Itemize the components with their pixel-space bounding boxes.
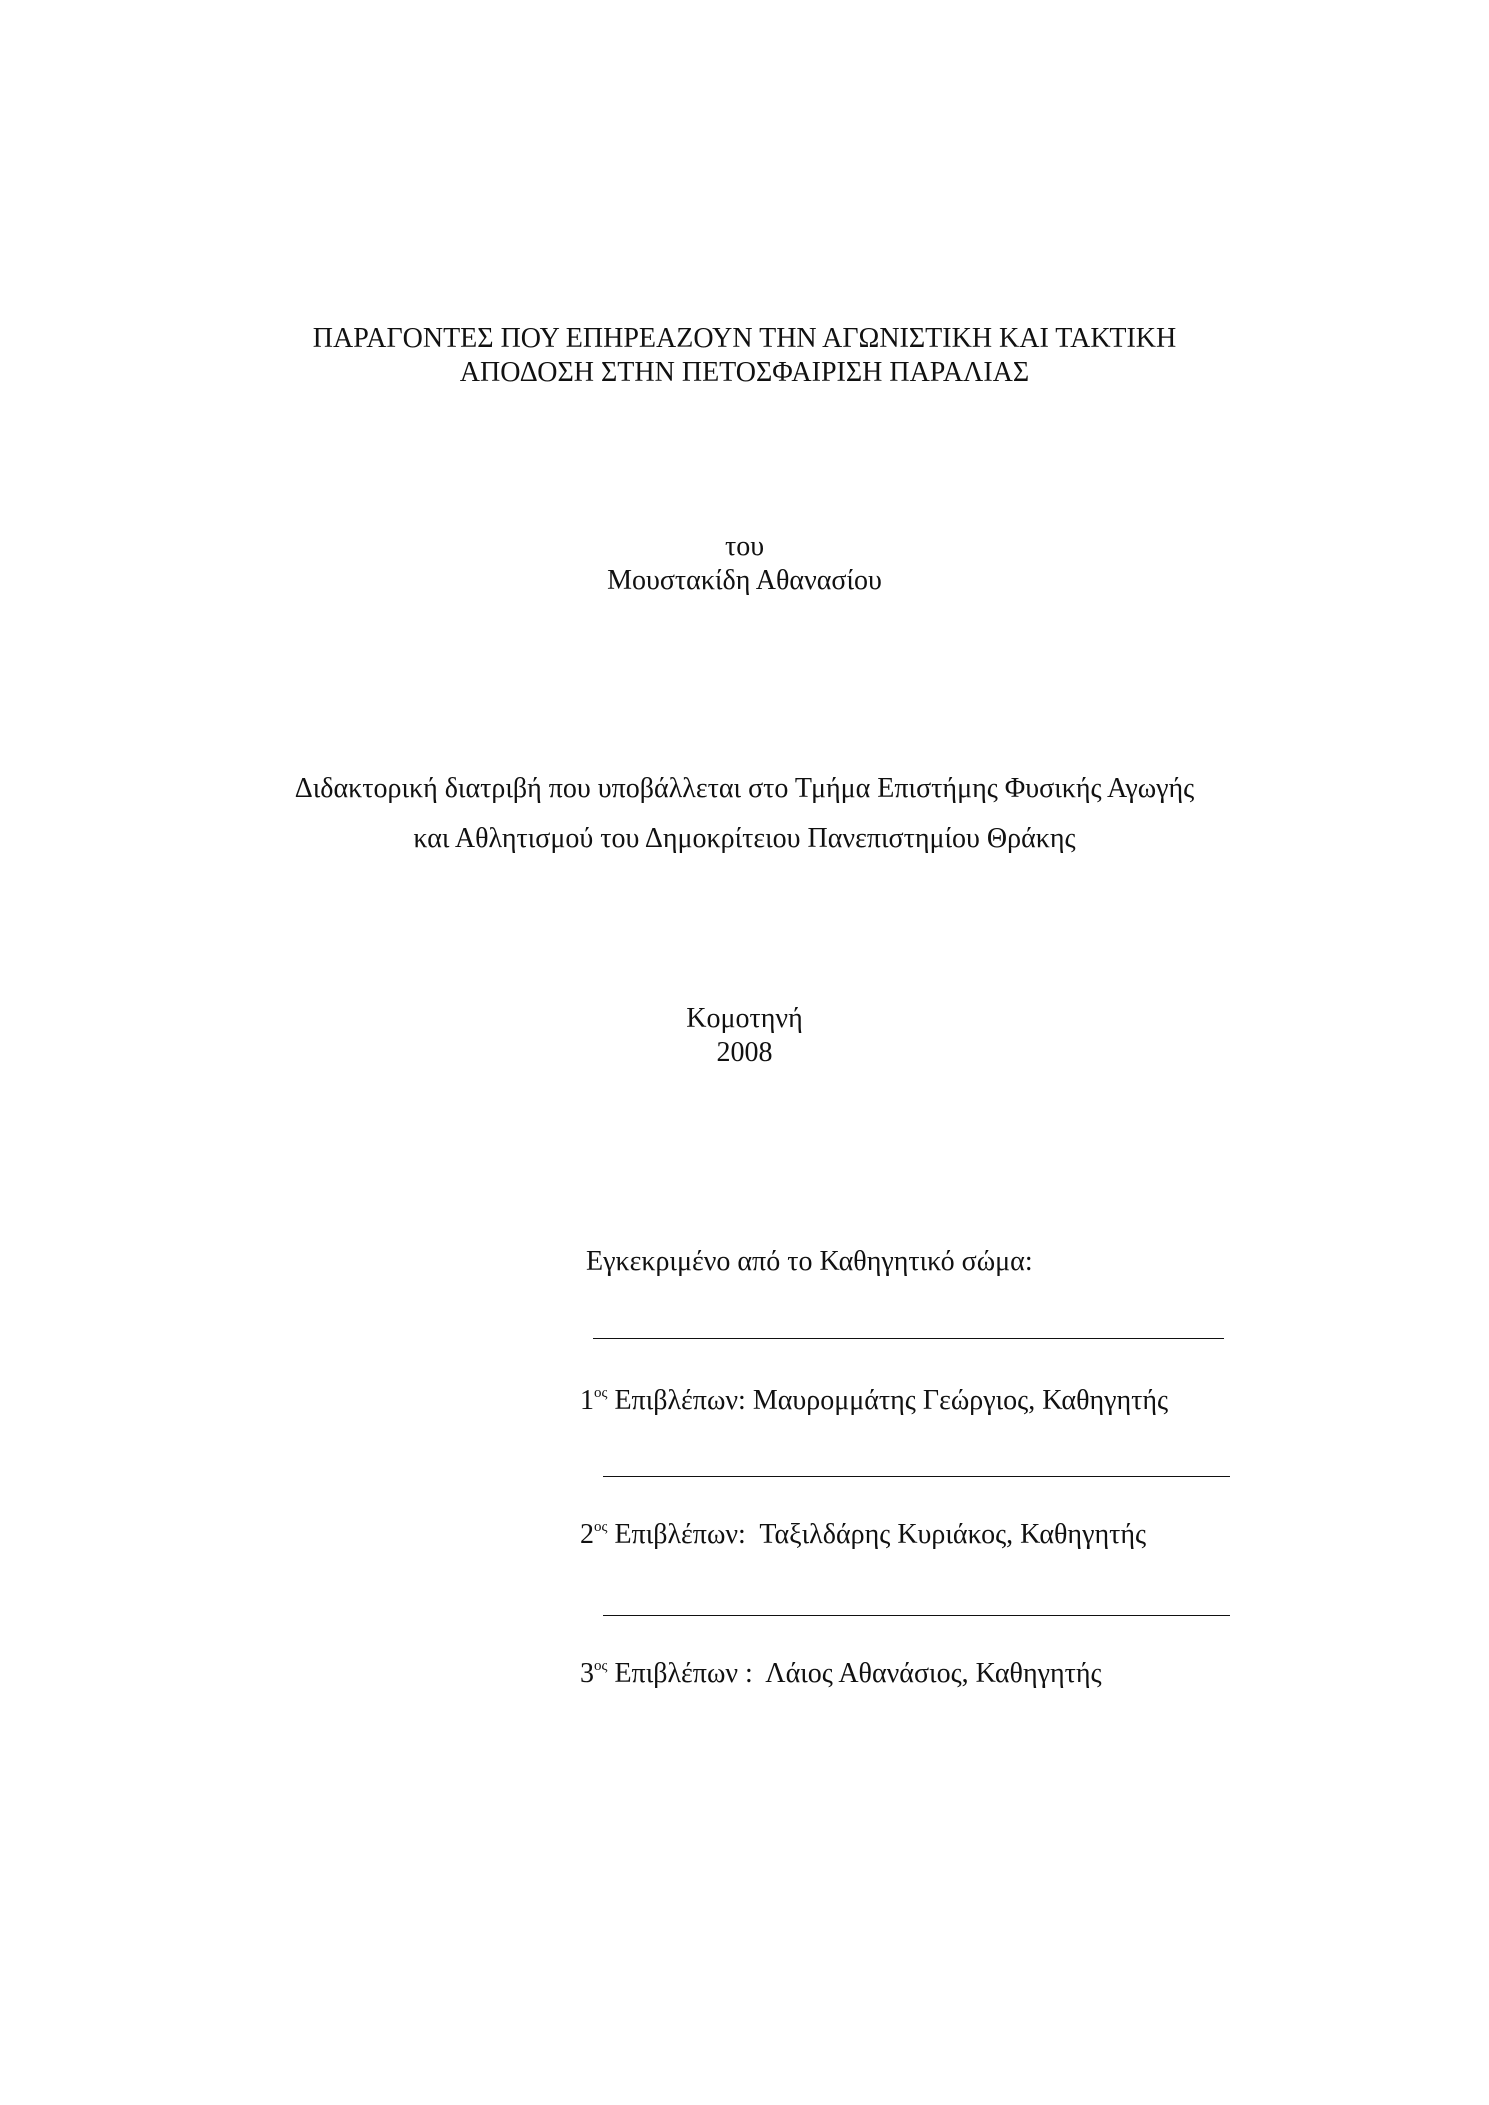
- thesis-title: [0, 322, 1489, 390]
- committee-heading: Εγκεκριμένο από το Καθηγητικό σώμα:: [586, 1246, 1033, 1277]
- supervisor-role: Επιβλέπων:: [607, 1519, 760, 1550]
- author-name: Μουστακίδη Αθανασίου: [607, 565, 882, 596]
- supervisor-name: Ταξιλδάρης Κυριάκος, Καθηγητής: [759, 1519, 1147, 1550]
- supervisor-ordinal: ος: [594, 1385, 608, 1401]
- supervisor-3: [580, 1657, 1102, 1691]
- signature-line-2: [603, 1476, 1230, 1477]
- supervisor-1: [580, 1384, 1168, 1418]
- submission-line-1: Διδακτορική διατριβή που υποβάλλεται στο Τμήμα Επιστήμης Φυσικής Αγωγής: [294, 773, 1195, 804]
- thesis-title-line-1: ΠΑΡΑΓΟΝΤΕΣ ΠΟΥ ΕΠΗΡΕΑΖΟΥΝ ΤΗΝ ΑΓΩΝΙΣΤΙΚΗ ΚΑΙ ΤΑΚΤΙΚΗ: [312, 323, 1177, 354]
- supervisor-ordinal: ος: [594, 1658, 608, 1674]
- submission-statement: [0, 764, 1489, 864]
- supervisor-ordinal: ος: [594, 1519, 608, 1535]
- supervisor-role: Επιβλέπων :: [607, 1658, 766, 1689]
- supervisor-number: 3: [580, 1658, 594, 1689]
- thesis-title-line-2: ΑΠΟΔΟΣΗ ΣΤΗΝ ΠΕΤΟΣΦΑΙΡΙΣΗ ΠΑΡΑΛΙΑΣ: [459, 357, 1030, 388]
- submission-line-2: και Αθλητισμού του Δημοκρίτειου Πανεπιστημίου Θράκης: [413, 823, 1076, 854]
- place-date-block: [0, 1002, 1489, 1070]
- year: 2008: [716, 1037, 773, 1068]
- author-prefix: του: [724, 531, 765, 562]
- supervisor-name: Μαυρομμάτης Γεώργιος, Καθηγητής: [752, 1385, 1169, 1416]
- supervisor-number: 2: [580, 1519, 594, 1550]
- supervisor-role: Επιβλέπων:: [607, 1385, 753, 1416]
- supervisor-name: Λάιος Αθανάσιος, Καθηγητής: [765, 1658, 1102, 1689]
- city: Κομοτηνή: [686, 1003, 803, 1034]
- author-block: [0, 530, 1489, 598]
- supervisor-2: [580, 1518, 1146, 1552]
- signature-line-1: [593, 1338, 1224, 1339]
- signature-line-3: [603, 1615, 1230, 1616]
- supervisor-number: 1: [580, 1385, 594, 1416]
